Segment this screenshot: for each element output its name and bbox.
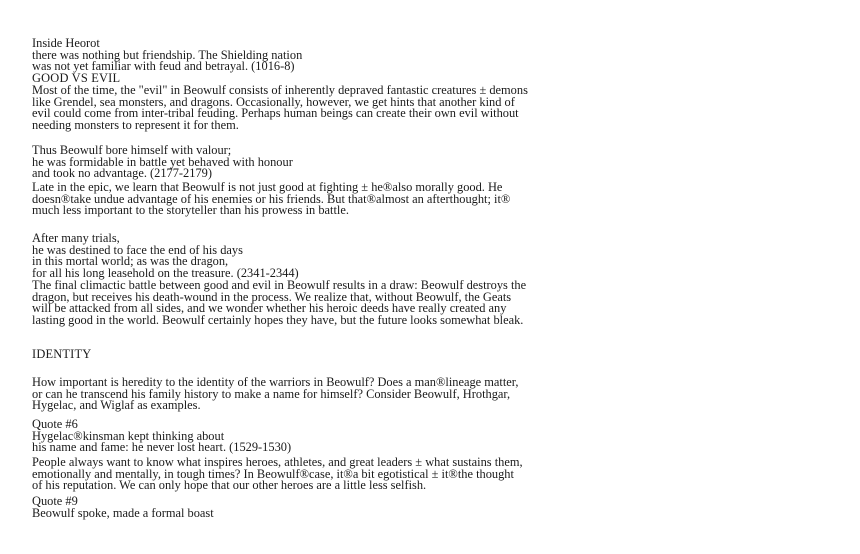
- section-heading-good-vs-evil: GOOD VS EVIL: [32, 70, 121, 85]
- quote-6: [32, 419, 832, 454]
- text-line: doesn®take undue advantage of his enemies or his friends. But that®almost an afterthought; it®: [32, 191, 511, 206]
- text-line: he was destined to face the end of his days: [32, 242, 243, 257]
- text-line: Inside Heorot: [32, 36, 100, 50]
- text-line: Most of the time, the "evil" in Beowulf consists of inherently depraved fantastic creatures ± demons: [32, 83, 528, 97]
- text-line: like Grendel, sea monsters, and dragons. Occasionally, however, we get hints that another kind of: [32, 94, 515, 109]
- text-line: or can he transcend his family history to make a name for himself? Consider Beowulf, Hrothgar,: [32, 386, 511, 401]
- text-line: in this mortal world; as was the dragon,: [32, 254, 229, 269]
- quote-valour: [32, 145, 832, 180]
- section-heading-identity: [32, 349, 832, 361]
- text-line: Hygelac, and Wiglaf as examples.: [32, 398, 201, 413]
- text-line: evil could come from inter-tribal feuding. Perhaps human beings can create their own evil without: [32, 106, 519, 121]
- paragraph-heroes-inspiration: [32, 457, 832, 492]
- text-line: of his reputation. We can only hope that our other heroes are a little less selfish.: [32, 478, 427, 493]
- text-line: will be attacked from all sides, and we wonder whether his heroic deeds have really created any: [32, 301, 507, 316]
- text-line: Hygelac®kinsman kept thinking about: [32, 428, 225, 443]
- quote-9: [32, 496, 832, 519]
- text-line: was not yet familiar with feud and betrayal. (1016-8): [32, 59, 295, 74]
- text-line: lasting good in the world. Beowulf certainly hopes they have, but the future looks somewhat bleak.: [32, 312, 524, 327]
- text-line: needing monsters to represent it for them.: [32, 117, 239, 132]
- text-line: IDENTITY: [32, 347, 92, 361]
- paragraph-final-battle: [32, 280, 832, 326]
- text-line: much less important to the storyteller than his prowess in battle.: [32, 203, 349, 218]
- text-line: his name and fame: he never lost heart. (1529-1530): [32, 440, 292, 455]
- text-line: he was formidable in battle yet behaved with honour: [32, 154, 293, 169]
- text-line: Quote #9: [32, 494, 78, 508]
- text-line: and took no advantage. (2177-2179): [32, 166, 212, 181]
- text-line: for all his long leasehold on the treasure. (2341-2344): [32, 265, 299, 280]
- quote-many-trials: [32, 233, 832, 279]
- text-block-inside-heorot: [32, 38, 832, 84]
- paragraph-evil-creatures: [32, 85, 832, 131]
- text-line: emotionally and mentally, in tough times? In Beowulf®case, it®a bit egotistical ± it®the thought: [32, 466, 514, 481]
- text-line: there was nothing but friendship. The Shielding nation: [32, 47, 303, 62]
- text-line: Late in the epic, we learn that Beowulf is not just good at fighting ± he®also morally good. He: [32, 180, 503, 194]
- text-line: The final climactic battle between good and evil in Beowulf results in a draw: Beowulf destroys the: [32, 278, 527, 292]
- text-line: Quote #6: [32, 417, 78, 431]
- text-line: Thus Beowulf bore himself with valour;: [32, 143, 232, 157]
- text-line: Beowulf spoke, made a formal boast: [32, 505, 214, 520]
- paragraph-morally-good: [32, 182, 832, 217]
- paragraph-heredity: [32, 377, 832, 412]
- text-line: People always want to know what inspires heroes, athletes, and great leaders ± what sustains them,: [32, 455, 523, 469]
- text-line: dragon, but receives his death-wound in the process. We realize that, without Beowulf, the Geats: [32, 289, 512, 304]
- text-line: How important is heredity to the identity of the warriors in Beowulf? Does a man®lineage matter,: [32, 375, 519, 389]
- text-line: After many trials,: [32, 231, 120, 245]
